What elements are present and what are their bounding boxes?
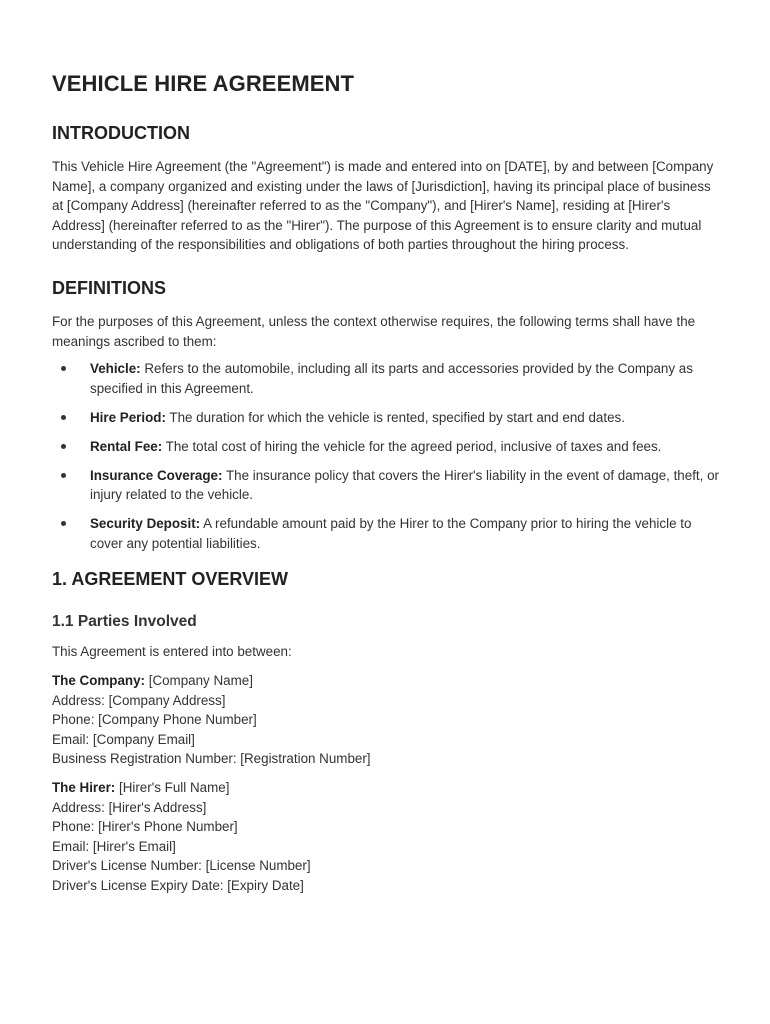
company-address: Address: [Company Address] bbox=[52, 692, 226, 708]
hirer-license-expiry: Driver's License Expiry Date: [Expiry Date] bbox=[52, 878, 304, 893]
definition-term: Security Deposit: bbox=[90, 516, 201, 532]
definition-term: Rental Fee: bbox=[90, 438, 163, 454]
definition-item-vehicle bbox=[52, 359, 720, 398]
bullet-icon bbox=[61, 444, 66, 449]
definition-item-insurance-coverage bbox=[52, 466, 720, 505]
definition-text: Refers to the automobile, including all its parts and accessories provided by the Company as specified in this Agreement. bbox=[90, 361, 693, 396]
definition-text: The duration for which the vehicle is rented, specified by start and end dates. bbox=[165, 409, 625, 425]
hirer-email: Email: [Hirer's Email] bbox=[52, 838, 176, 854]
hirer-phone: Phone: [Hirer's Phone Number] bbox=[52, 819, 238, 835]
parties-intro: This Agreement is entered into between: bbox=[52, 644, 292, 660]
definition-text: A refundable amount paid by the Hirer to the Company prior to hiring the vehicle to cover any potential liabilities. bbox=[90, 516, 692, 551]
definition-term: Insurance Coverage: bbox=[90, 467, 223, 483]
document-title: VEHICLE HIRE AGREEMENT bbox=[52, 71, 355, 96]
company-details bbox=[52, 671, 720, 769]
introduction-paragraph: This Vehicle Hire Agreement (the "Agreement") is made and entered into on [DATE], by and between [Company Name], a company organized and existing under the laws of [Jurisdiction], having its principal place of business at [Company Address] (hereinafter referred to as the "Company"), and [Hirer's Name], residing at [Hirer's Address] (hereinafter referred to as the "Hirer"). The purpose of this Agreement is to ensure clarity and mutual understanding of the responsibilities and obligations of both parties throughout the hiring process. bbox=[52, 159, 714, 253]
definition-text: The total cost of hiring the vehicle for the agreed period, inclusive of taxes and fees. bbox=[162, 438, 662, 454]
company-name-line bbox=[52, 671, 720, 691]
definition-item-rental-fee bbox=[52, 437, 720, 457]
definition-text: The insurance policy that covers the Hirer's liability in the event of damage, theft, or injury related to the vehicle. bbox=[90, 467, 719, 503]
definition-term: Hire Period: bbox=[90, 409, 166, 425]
definition-item-security-deposit bbox=[52, 514, 720, 553]
company-name: [Company Name] bbox=[145, 673, 253, 689]
agreement-overview-heading: 1. AGREEMENT OVERVIEW bbox=[52, 569, 289, 590]
bullet-icon bbox=[61, 415, 66, 420]
company-registration: Business Registration Number: [Registration Number] bbox=[52, 751, 371, 767]
introduction-heading: INTRODUCTION bbox=[52, 123, 190, 143]
bullet-icon bbox=[61, 521, 66, 526]
definitions-intro: For the purposes of this Agreement, unless the context otherwise requires, the following terms shall have the meanings ascribed to them: bbox=[52, 313, 696, 349]
document-page bbox=[52, 68, 720, 896]
company-phone: Phone: [Company Phone Number] bbox=[52, 712, 257, 728]
company-label: The Company: bbox=[52, 673, 145, 689]
definition-item-hire-period bbox=[52, 408, 720, 428]
bullet-icon bbox=[61, 366, 66, 371]
hirer-address: Address: [Hirer's Address] bbox=[52, 799, 207, 815]
hirer-label: The Hirer: bbox=[52, 780, 116, 796]
bullet-icon bbox=[61, 473, 66, 478]
definitions-heading: DEFINITIONS bbox=[52, 277, 167, 298]
hirer-name-line bbox=[52, 778, 720, 798]
definition-term: Vehicle: bbox=[90, 361, 141, 377]
definitions-list bbox=[52, 359, 720, 553]
hirer-name: [Hirer's Full Name] bbox=[115, 780, 230, 796]
hirer-details bbox=[52, 778, 720, 896]
parties-involved-heading: 1.1 Parties Involved bbox=[52, 613, 197, 631]
company-email: Email: [Company Email] bbox=[52, 731, 195, 747]
hirer-license-number: Driver's License Number: [License Number] bbox=[52, 858, 311, 874]
